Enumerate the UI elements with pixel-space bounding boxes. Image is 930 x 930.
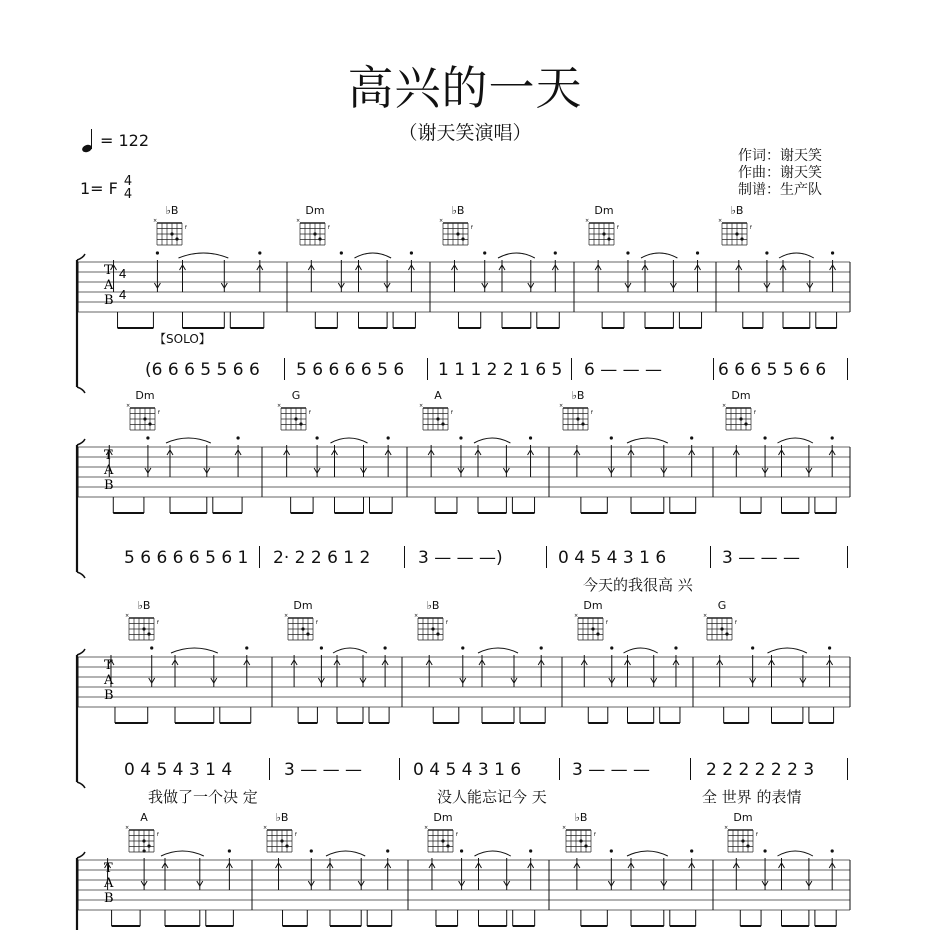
bracket-cap-bottom — [77, 572, 85, 578]
tab-clef-letter: B — [104, 293, 114, 308]
jianpu-measure: 6 6 6 5 5 6 6 — [718, 360, 827, 380]
tie-arc — [624, 648, 658, 653]
tab-clef-letter: B — [104, 478, 114, 493]
staccato-dot — [236, 436, 239, 439]
jianpu-bar-line — [404, 546, 405, 568]
tie-arc — [778, 438, 813, 443]
svg-text:f: f — [157, 620, 159, 626]
tie-arc — [326, 851, 365, 856]
staccato-dot — [340, 251, 343, 254]
tie-arc — [331, 438, 368, 443]
chord-name: G — [717, 599, 727, 612]
svg-text:f: f — [158, 410, 160, 416]
jianpu-bar-line — [571, 358, 572, 380]
svg-text:f: f — [451, 410, 453, 416]
svg-text:×: × — [419, 403, 424, 409]
time-signature-bottom: 4 — [123, 187, 133, 202]
staccato-dot — [690, 849, 693, 852]
key-label: 1= F — [80, 178, 118, 198]
staccato-dot — [540, 646, 543, 649]
staccato-dot — [228, 849, 231, 852]
chord-name: ♭B — [275, 811, 289, 824]
svg-text:×: × — [125, 613, 130, 619]
chord-diagram — [276, 390, 316, 438]
svg-text:×: × — [284, 613, 289, 619]
chord-fretboard — [438, 217, 478, 249]
tab-clef-letter: T — [104, 263, 113, 278]
svg-text:f: f — [617, 225, 619, 231]
staccato-dot — [529, 436, 532, 439]
jianpu-measure: 1 1 1 2 2 1 6 5 — [438, 360, 563, 380]
jianpu-bar-line — [847, 546, 848, 568]
chord-diagram — [124, 812, 164, 860]
chord-diagram — [152, 205, 192, 253]
bracket-cap-bottom — [77, 782, 85, 788]
jianpu-bar-line — [847, 358, 848, 380]
staccato-dot — [461, 646, 464, 649]
chord-name: Dm — [731, 389, 751, 402]
tab-clef-letter: A — [104, 876, 114, 891]
chord-diagram — [283, 600, 323, 648]
chord-fretboard — [573, 612, 613, 644]
svg-text:×: × — [722, 403, 727, 409]
chord-diagram — [262, 812, 302, 860]
svg-text:×: × — [125, 825, 130, 831]
chord-name: Dm — [293, 599, 313, 612]
chord-fretboard — [558, 402, 598, 434]
svg-text:×: × — [703, 613, 708, 619]
chord-diagram — [413, 600, 453, 648]
chord-diagram — [423, 812, 463, 860]
jianpu-measure: 3 — — — — [722, 548, 801, 568]
tie-arc — [474, 438, 510, 443]
svg-text:×: × — [263, 825, 268, 831]
tie-arc — [478, 648, 518, 653]
tie-arc — [475, 851, 511, 856]
tie-arc — [166, 438, 211, 443]
svg-text:f: f — [295, 832, 297, 838]
svg-text:×: × — [296, 218, 301, 224]
jianpu-measure: 0 4 5 4 3 1 4 — [124, 760, 233, 780]
staccato-dot — [828, 646, 831, 649]
staccato-dot — [626, 251, 629, 254]
chord-name: G — [291, 389, 301, 402]
svg-text:×: × — [439, 218, 444, 224]
staccato-dot — [831, 251, 834, 254]
tie-arc — [768, 648, 807, 653]
staccato-dot — [386, 849, 389, 852]
chord-name: ♭B — [571, 389, 585, 402]
chord-name: Dm — [135, 389, 155, 402]
staccato-dot — [751, 646, 754, 649]
bracket-cap-bottom — [77, 387, 85, 393]
tie-arc — [161, 851, 204, 856]
chord-diagram — [124, 600, 164, 648]
tab-clef-letter: A — [104, 673, 114, 688]
staccato-dot — [765, 251, 768, 254]
chord-fretboard — [152, 217, 192, 249]
staccato-dot — [610, 436, 613, 439]
staccato-dot — [763, 849, 766, 852]
chord-diagram — [721, 390, 761, 438]
jianpu-bar-line — [284, 358, 285, 380]
chord-fretboard — [295, 217, 335, 249]
staccato-dot — [258, 251, 261, 254]
chord-name: Dm — [733, 811, 753, 824]
chord-name: ♭B — [137, 599, 151, 612]
staccato-dot — [831, 436, 834, 439]
tie-arc — [779, 253, 814, 258]
chord-diagram — [295, 205, 335, 253]
jianpu-bar-line — [259, 546, 260, 568]
jianpu-bar-line — [690, 758, 691, 780]
tab-clef-letter: A — [104, 463, 114, 478]
tie-arc — [778, 851, 813, 856]
chord-name: Dm — [594, 204, 614, 217]
staccato-dot — [529, 849, 532, 852]
page-subtitle: （谢天笑演唱） — [398, 122, 532, 144]
staccato-dot — [245, 646, 248, 649]
staccato-dot — [696, 251, 699, 254]
tie-arc — [498, 253, 535, 258]
chord-fretboard — [276, 402, 316, 434]
jianpu-measure: 2· 2 2 6 1 2 — [273, 548, 371, 568]
chord-diagram — [723, 812, 763, 860]
tab-clef-letter: T — [104, 448, 113, 463]
chord-diagram — [717, 205, 757, 253]
chord-fretboard — [702, 612, 742, 644]
svg-text:×: × — [424, 825, 429, 831]
chord-fretboard — [283, 612, 323, 644]
tab-clef-letter: T — [104, 861, 113, 876]
staccato-dot — [410, 251, 413, 254]
tab-clef-letter: A — [104, 278, 114, 293]
chord-name: A — [434, 389, 442, 402]
chord-name: ♭B — [574, 811, 588, 824]
chord-name: Dm — [305, 204, 325, 217]
chord-name: ♭B — [165, 204, 179, 217]
staccato-dot — [763, 436, 766, 439]
tie-arc — [355, 253, 392, 258]
staccato-dot — [690, 436, 693, 439]
chord-fretboard — [723, 824, 763, 856]
chord-fretboard — [124, 824, 164, 856]
svg-text:×: × — [585, 218, 590, 224]
chord-diagram — [561, 812, 601, 860]
svg-text:f: f — [754, 410, 756, 416]
svg-text:f: f — [316, 620, 318, 626]
svg-text:×: × — [414, 613, 419, 619]
lyric-line: 全 世界 的表情 — [702, 788, 802, 806]
staccato-dot — [554, 251, 557, 254]
tie-arc — [333, 648, 367, 653]
chord-diagram — [573, 600, 613, 648]
svg-text:f: f — [157, 832, 159, 838]
svg-text:f: f — [750, 225, 752, 231]
tie-arc — [641, 253, 677, 258]
jianpu-measure: 3 — — — — [572, 760, 651, 780]
chord-fretboard — [423, 824, 463, 856]
tie-arc — [627, 851, 668, 856]
composer-credit: 作曲：谢天笑 — [738, 165, 822, 181]
page-title: 高兴的一天 — [347, 61, 583, 115]
svg-text:×: × — [574, 613, 579, 619]
svg-text:f: f — [309, 410, 311, 416]
svg-text:f: f — [594, 832, 596, 838]
chord-fretboard — [721, 402, 761, 434]
chord-fretboard — [717, 217, 757, 249]
time-signature-top: 4 — [123, 174, 133, 189]
chord-fretboard — [125, 402, 165, 434]
jianpu-measure: 3 — — —) — [418, 548, 503, 568]
jianpu-bar-line — [713, 358, 714, 380]
chord-name: ♭B — [730, 204, 744, 217]
chord-diagram — [418, 390, 458, 438]
svg-text:×: × — [718, 218, 723, 224]
staccato-dot — [459, 436, 462, 439]
svg-text:f: f — [471, 225, 473, 231]
chord-diagram — [558, 390, 598, 438]
chord-diagram — [125, 390, 165, 438]
jianpu-bar-line — [847, 758, 848, 780]
chord-name: ♭B — [451, 204, 465, 217]
jianpu-bar-line — [269, 758, 270, 780]
staccato-dot — [831, 849, 834, 852]
jianpu-bar-line — [399, 758, 400, 780]
chord-fretboard — [418, 402, 458, 434]
chord-diagram — [438, 205, 478, 253]
arranger-credit: 制谱：生产队 — [738, 182, 822, 198]
chord-fretboard — [413, 612, 453, 644]
chord-fretboard — [262, 824, 302, 856]
lyricist-credit: 作词：谢天笑 — [738, 148, 822, 164]
jianpu-bar-line — [546, 546, 547, 568]
jianpu-measure: (6 6 6 5 5 6 6 — [145, 360, 260, 380]
staccato-dot — [384, 646, 387, 649]
solo-label: 【SOLO】 — [154, 332, 211, 346]
svg-text:×: × — [559, 403, 564, 409]
chord-name: ♭B — [426, 599, 440, 612]
svg-text:f: f — [735, 620, 737, 626]
staccato-dot — [483, 251, 486, 254]
jianpu-bar-line — [559, 758, 560, 780]
staccato-dot — [310, 849, 313, 852]
chord-diagram — [702, 600, 742, 648]
staccato-dot — [674, 646, 677, 649]
tie-arc — [171, 648, 218, 653]
svg-text:f: f — [446, 620, 448, 626]
svg-text:×: × — [562, 825, 567, 831]
jianpu-measure: 0 4 5 4 3 1 6 — [558, 548, 667, 568]
tempo-value: = 122 — [100, 130, 150, 150]
svg-text:f: f — [756, 832, 758, 838]
svg-text:×: × — [277, 403, 282, 409]
jianpu-bar-line — [427, 358, 428, 380]
tie-arc — [179, 253, 229, 258]
svg-text:f: f — [328, 225, 330, 231]
jianpu-measure: 5 6 6 6 6 5 6 — [296, 360, 405, 380]
lyric-line: 今天的我很高 兴 — [583, 576, 693, 594]
chord-fretboard — [124, 612, 164, 644]
svg-text:f: f — [456, 832, 458, 838]
tab-time-signature: 4 — [119, 266, 127, 281]
staccato-dot — [610, 849, 613, 852]
chord-fretboard — [584, 217, 624, 249]
chord-name: Dm — [433, 811, 453, 824]
svg-text:×: × — [153, 218, 158, 224]
lyric-line: 没人能忘记今 天 — [437, 788, 547, 806]
jianpu-measure: 0 4 5 4 3 1 6 — [413, 760, 522, 780]
chord-fretboard — [561, 824, 601, 856]
jianpu-bar-line — [710, 546, 711, 568]
lyric-line: 我做了一个决 定 — [148, 788, 258, 806]
tie-arc — [627, 438, 668, 443]
bracket-cap-top — [77, 439, 85, 445]
bracket-cap-top — [77, 649, 85, 655]
svg-text:f: f — [591, 410, 593, 416]
chord-name: Dm — [583, 599, 603, 612]
staccato-dot — [387, 436, 390, 439]
svg-text:f: f — [606, 620, 608, 626]
tab-time-signature: 4 — [119, 287, 127, 302]
tab-clef-letter: B — [104, 688, 114, 703]
bracket-cap-top — [77, 852, 85, 858]
svg-text:f: f — [185, 225, 187, 231]
svg-text:×: × — [724, 825, 729, 831]
chord-name: A — [140, 811, 148, 824]
jianpu-measure: 2 2 2 2 2 2 3 — [706, 760, 815, 780]
tab-clef-letter: B — [104, 891, 114, 906]
chord-diagram — [584, 205, 624, 253]
jianpu-measure: 6 — — — — [584, 360, 663, 380]
svg-text:×: × — [126, 403, 131, 409]
jianpu-measure: 3 — — — — [284, 760, 363, 780]
bracket-cap-top — [77, 254, 85, 260]
tab-clef-letter: T — [104, 658, 113, 673]
jianpu-measure: 5 6 6 6 6 5 6 1 — [124, 548, 249, 568]
